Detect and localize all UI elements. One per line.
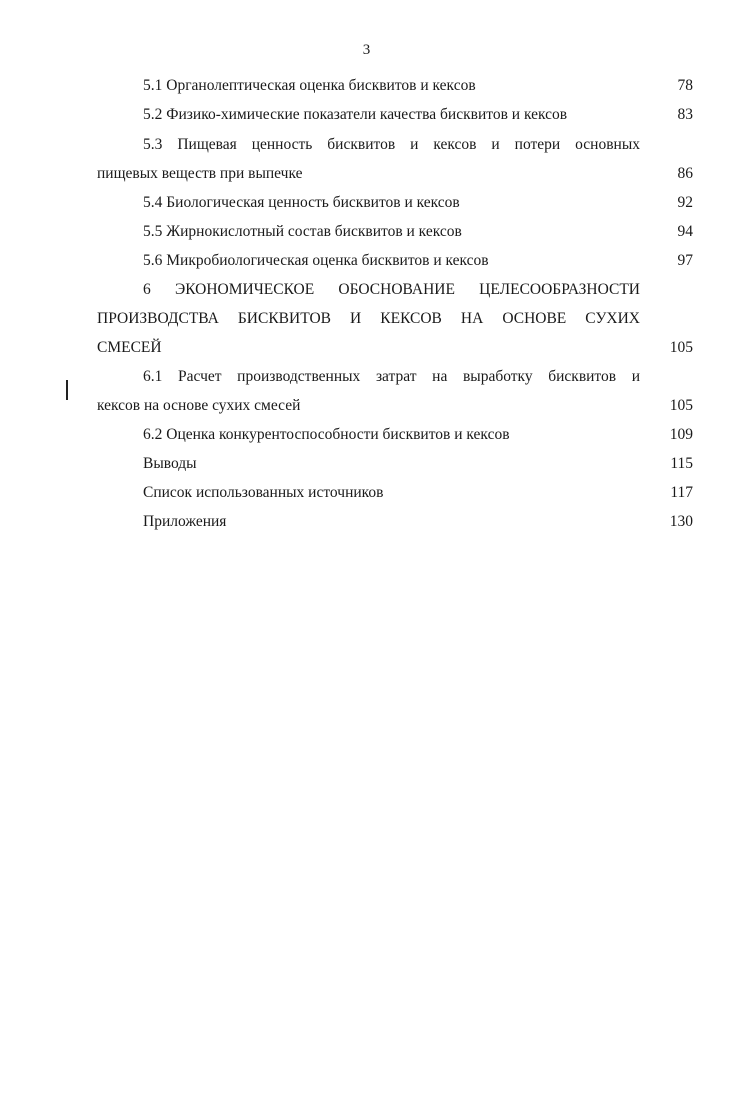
toc-entry-6-1-page: 105 bbox=[669, 397, 693, 414]
toc-entry-appendices-title: Приложения bbox=[143, 513, 227, 530]
margin-mark bbox=[66, 380, 68, 400]
page-number: 3 bbox=[362, 42, 371, 58]
toc-entry-5-2-page: 83 bbox=[677, 106, 693, 123]
toc-entry-appendices-page: 130 bbox=[669, 513, 693, 530]
toc-entry-6-line3: СМЕСЕЙ bbox=[97, 339, 162, 356]
toc-entry-6-1-line1: 6.1 Расчет производственных затрат на выработку бисквитов и bbox=[143, 368, 640, 385]
toc-entry-5-1-title: 5.1 Органолептическая оценка бисквитов и кексов bbox=[143, 77, 476, 94]
toc-entry-6-1-line2: кексов на основе сухих смесей bbox=[97, 397, 301, 414]
toc-entry-5-1-page: 78 bbox=[677, 77, 693, 94]
toc-entry-6-2-title: 6.2 Оценка конкурентоспособности бисквитов и кексов bbox=[143, 426, 510, 443]
toc-entry-6-page: 105 bbox=[669, 339, 693, 356]
toc-entry-5-3-line1: 5.3 Пищевая ценность бисквитов и кексов и потери основных bbox=[143, 136, 640, 153]
toc-entry-6-line1: 6 ЭКОНОМИЧЕСКОЕ ОБОСНОВАНИЕ ЦЕЛЕСООБРАЗНОСТИ bbox=[143, 281, 640, 298]
toc-entry-5-2-title: 5.2 Физико-химические показатели качества бисквитов и кексов bbox=[143, 106, 568, 123]
toc-entry-6-2-page: 109 bbox=[669, 426, 693, 443]
toc-entry-5-4-page: 92 bbox=[677, 194, 693, 211]
toc-entry-5-3-line2: пищевых веществ при выпечке bbox=[97, 165, 303, 182]
toc-entry-5-4-title: 5.4 Биологическая ценность бисквитов и кексов bbox=[143, 194, 460, 211]
toc-entry-conclusions-page: 115 bbox=[670, 455, 693, 472]
toc-entry-5-3-page: 86 bbox=[677, 165, 693, 182]
toc-entry-references-title: Список использованных источников bbox=[143, 484, 384, 501]
toc-entry-6-line2: ПРОИЗВОДСТВА БИСКВИТОВ И КЕКСОВ НА ОСНОВЕ СУХИХ bbox=[97, 310, 640, 327]
toc-entry-5-6-page: 97 bbox=[677, 252, 693, 269]
toc-entry-references-page: 117 bbox=[670, 484, 693, 501]
toc-entry-5-6-title: 5.6 Микробиологическая оценка бисквитов и кексов bbox=[143, 252, 489, 269]
toc-entry-5-5-page: 94 bbox=[677, 223, 693, 240]
toc-entry-5-5-title: 5.5 Жирнокислотный состав бисквитов и кексов bbox=[143, 223, 462, 240]
toc-entry-conclusions-title: Выводы bbox=[143, 455, 197, 472]
